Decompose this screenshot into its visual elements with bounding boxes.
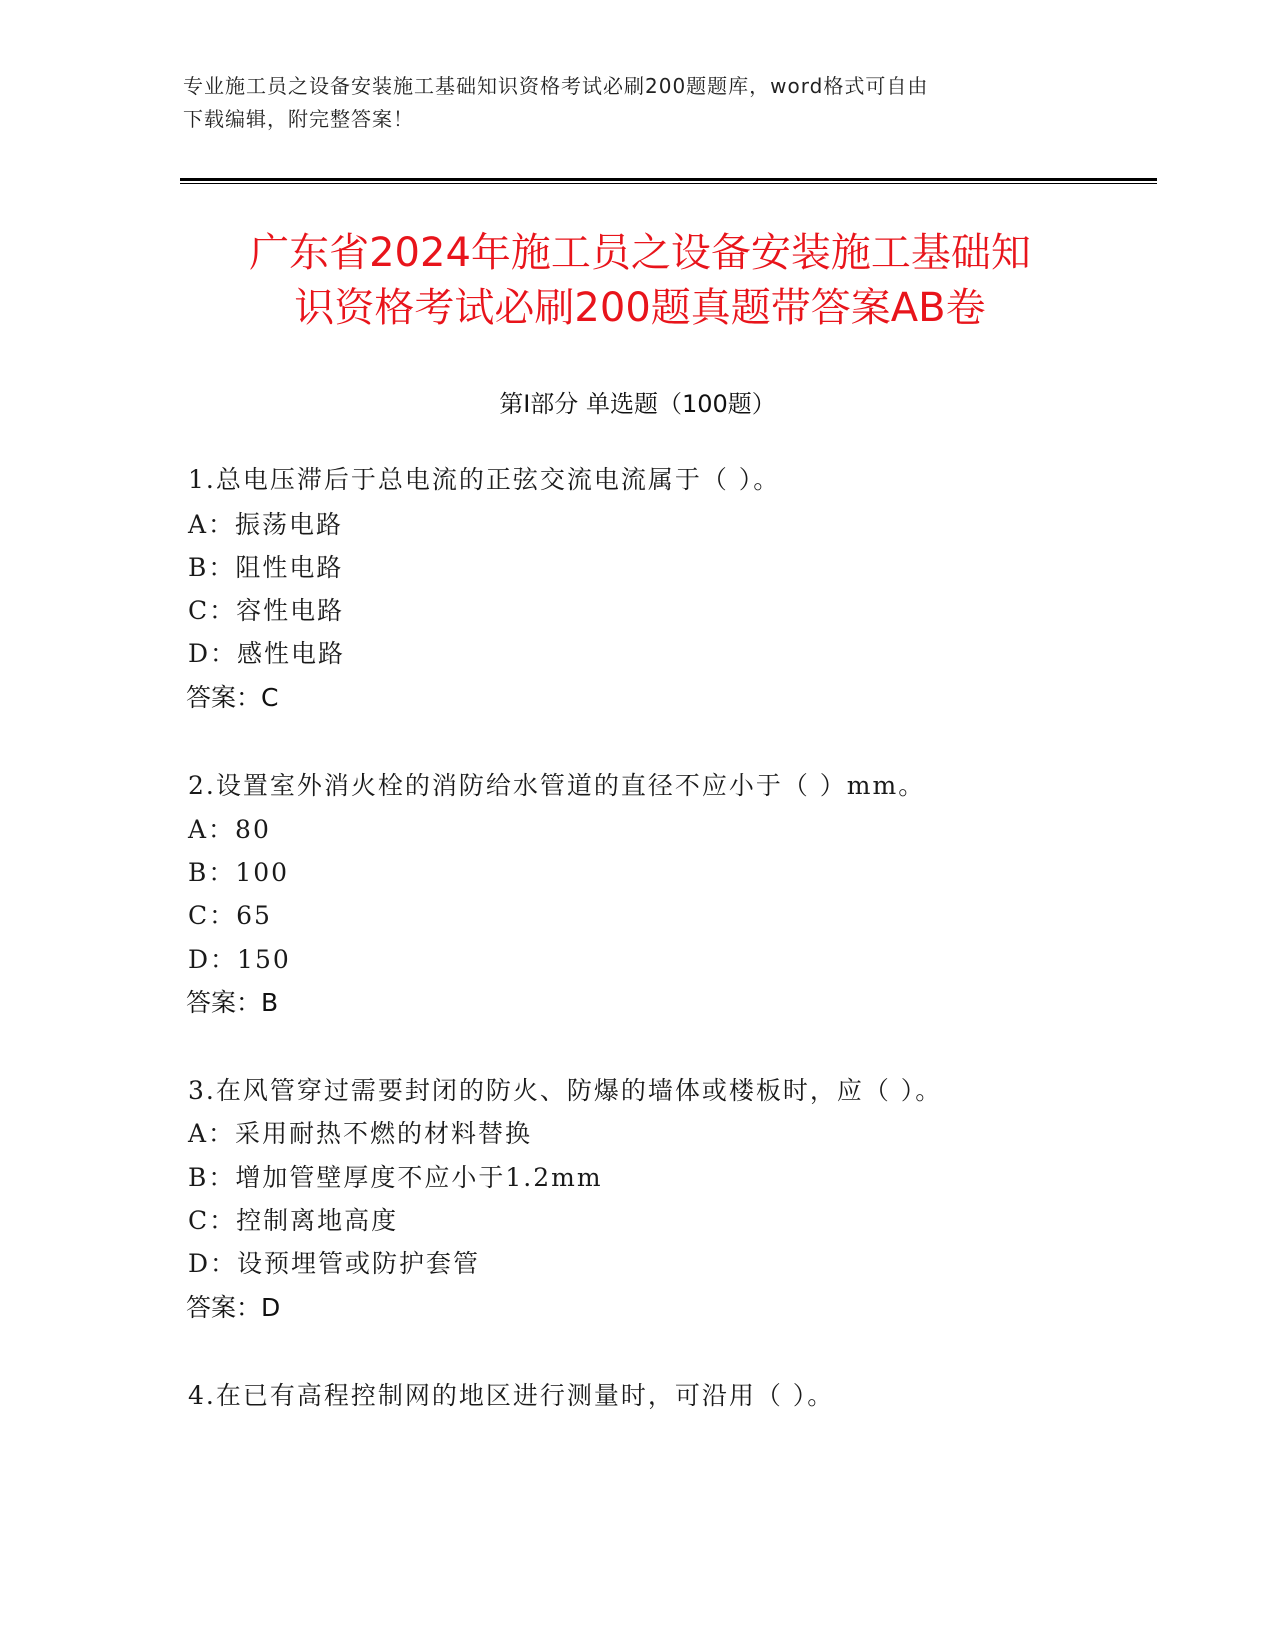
question-2-option-d: D：150 [188, 945, 291, 974]
question-2-option-c: C：65 [188, 901, 272, 930]
question-2-stem: 2.设置室外消火栓的消防给水管道的直径不应小于（ ）mm。 [188, 771, 926, 800]
question-1-stem: 1.总电压滞后于总电流的正弦交流电流属于（ ）。 [188, 465, 781, 494]
question-1-option-c: C：容性电路 [188, 596, 345, 625]
question-3-option-b: B：增加管壁厚度不应小于1.2mm [188, 1163, 603, 1192]
header-divider-thick [180, 178, 1157, 181]
section-heading: 第Ⅰ部分 单选题（100题） [499, 390, 776, 418]
question-3-stem: 3.在风管穿过需要封闭的防火、防爆的墙体或楼板时，应（ ）。 [188, 1076, 943, 1105]
intro-text [183, 70, 1083, 136]
document-title [160, 226, 1120, 336]
question-3-option-c: C：控制离地高度 [188, 1206, 399, 1235]
intro-line-2: 下载编辑，附完整答案！ [183, 107, 414, 131]
question-1-option-d: D：感性电路 [188, 639, 346, 668]
question-3-option-a: A：采用耐热不燃的材料替换 [188, 1119, 533, 1148]
title-line-2: 识资格考试必刷200题真题带答案AB卷 [294, 285, 986, 331]
question-1-option-b: B：阻性电路 [188, 553, 344, 582]
question-2-option-b: B：100 [188, 858, 290, 887]
question-2-option-a: A：80 [188, 815, 271, 844]
question-2-answer: 答案：B [186, 988, 279, 1017]
question-4-stem: 4.在已有高程控制网的地区进行测量时，可沿用（ ）。 [188, 1381, 835, 1410]
title-line-1: 广东省2024年施工员之设备安装施工基础知 [249, 230, 1031, 276]
question-3-answer: 答案：D [186, 1293, 281, 1322]
header-divider-thin [180, 183, 1157, 184]
intro-line-1: 专业施工员之设备安装施工基础知识资格考试必刷200题题库，word格式可自由 [183, 74, 929, 98]
question-3-option-d: D：设预埋管或防护套管 [188, 1249, 481, 1278]
question-1-option-a: A：振荡电路 [188, 510, 344, 539]
question-1-answer: 答案：C [186, 683, 279, 712]
